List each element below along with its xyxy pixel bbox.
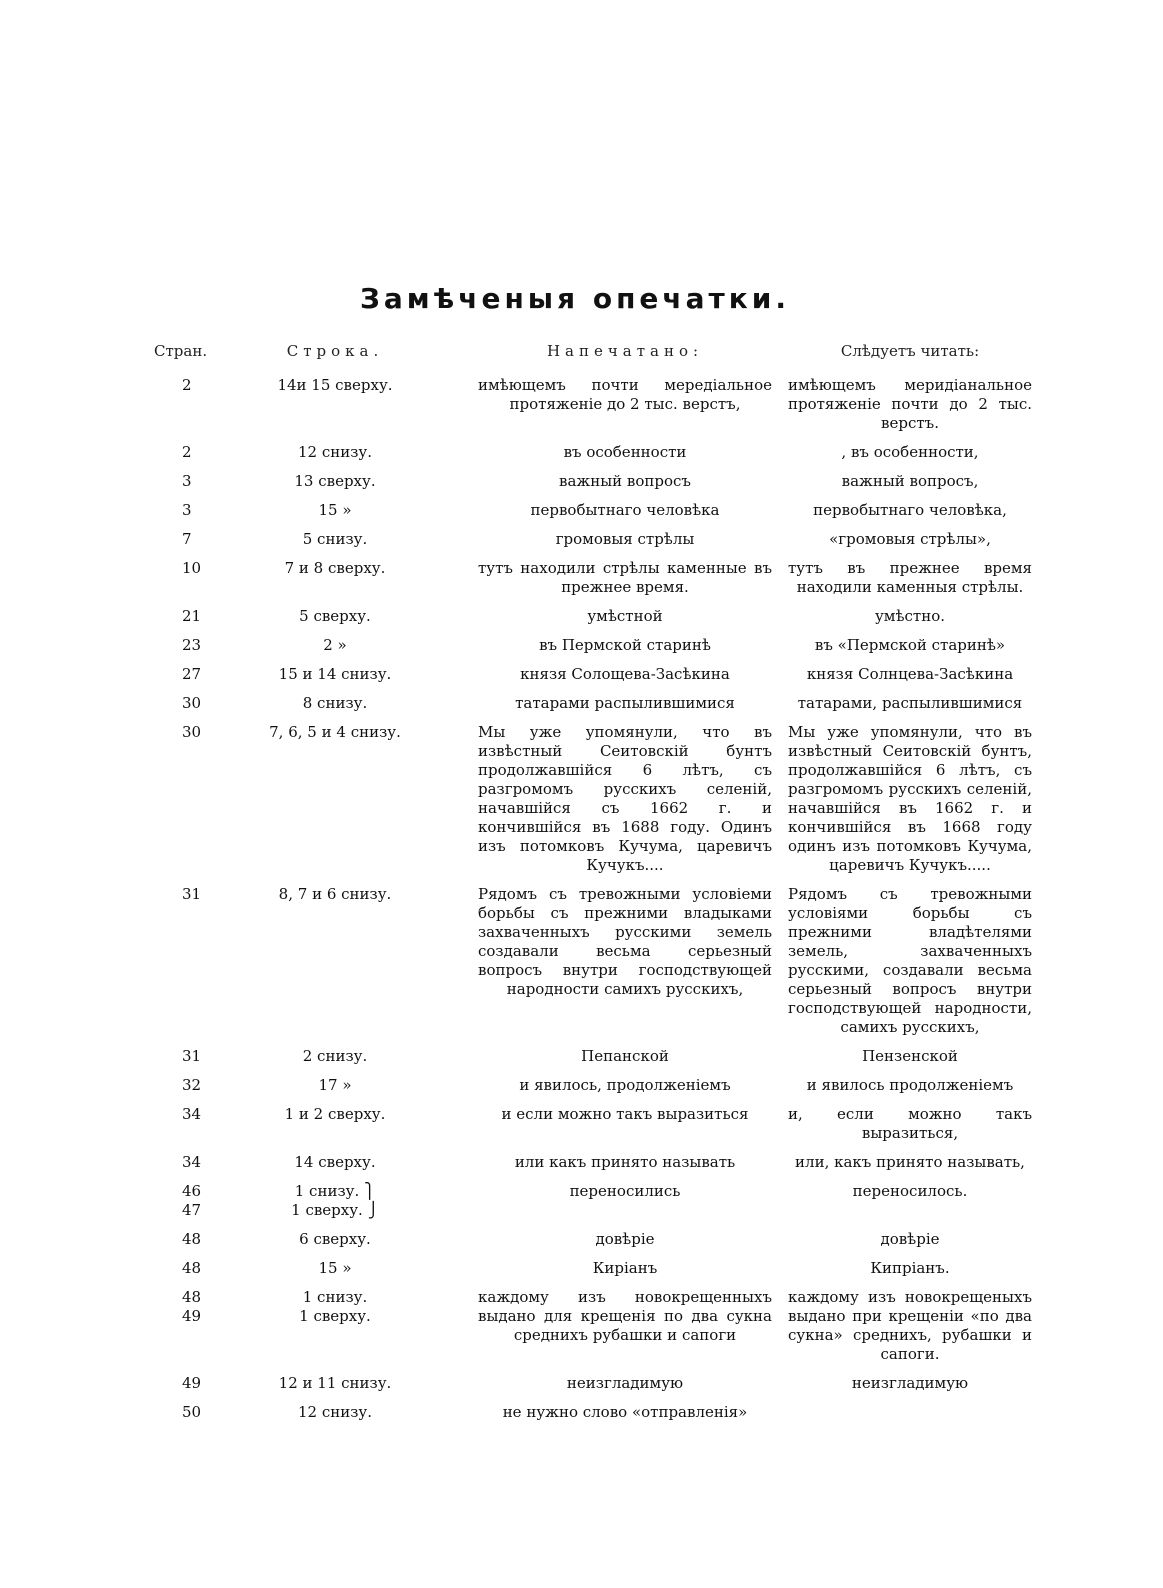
row-printed: переносились	[569, 1182, 681, 1200]
header-line: Строка.	[286, 342, 384, 360]
row-page: 50	[182, 1403, 202, 1421]
row-read: въ «Пермской старинѣ»	[814, 636, 1006, 654]
row-line: 12 снизу.	[297, 443, 373, 461]
row-read: тутъ въ прежнее время находили каменныя стрѣлы.	[788, 559, 1032, 596]
errata-table	[140, 342, 1032, 1432]
row-read: имѣющемъ меридіанальное протяженіе почти до 2 тыс. верстъ.	[788, 376, 1032, 432]
row-printed: татарами распылившимися	[515, 694, 735, 712]
row-page: 34	[182, 1153, 202, 1171]
row-line: 1 и 2 сверху.	[284, 1105, 386, 1123]
row-read: Рядомъ съ тревожными условіями борьбы съ прежними владѣтелями земель, захваченныхъ русскими, создавали весьма серьезный вопросъ внутри господствующей народности, самихъ русскихъ,	[788, 885, 1032, 1036]
row-line: 17 »	[318, 1076, 352, 1094]
row-line: 5 сверху.	[299, 607, 371, 625]
row-read: и, если можно такъ выразиться,	[788, 1105, 1032, 1142]
table-row	[140, 1047, 1020, 1066]
row-read: и явилось продолженіемъ	[806, 1076, 1014, 1094]
row-page: 23	[182, 636, 202, 654]
row-page: 31	[182, 1047, 202, 1065]
table-row	[140, 472, 1020, 491]
row-printed: первобытнаго человѣка	[530, 501, 720, 519]
row-printed: князя Солощева-Засѣкина	[520, 665, 730, 683]
table-row	[140, 376, 1032, 433]
row-line: 15 и 14 снизу.	[278, 665, 392, 683]
row-page: 21	[182, 607, 202, 625]
row-line: 6 сверху.	[299, 1230, 371, 1248]
row-read: или, какъ принято называть,	[795, 1153, 1025, 1171]
row-printed: Мы уже упомянули, что въ извѣстный Сеитовскій бунтъ продолжавшійся 6 лѣтъ, съ разгромомъ русскихъ селеній, начавшійся съ 1662 г. и кончившійся въ 1688 году. Одинъ изъ потомковъ Кучума, царевичъ Кучукъ....	[478, 723, 772, 874]
row-read: переносилось.	[852, 1182, 968, 1200]
row-page: 48	[182, 1230, 202, 1248]
row-page: 34	[182, 1105, 202, 1123]
table-row	[140, 1105, 1032, 1143]
table-row	[140, 607, 1020, 626]
table-row	[140, 1259, 1020, 1278]
row-printed: каждому изъ новокрещенныхъ выдано для крещенія по два сукна среднихъ рубашки и сапоги	[478, 1288, 772, 1344]
table-row	[140, 1403, 1020, 1422]
table-row	[140, 885, 1032, 1037]
table-row	[140, 1230, 1020, 1249]
row-printed: умѣстной	[587, 607, 663, 625]
row-line: 12 и 11 снизу.	[278, 1374, 392, 1392]
row-read: татарами, распылившимися	[797, 694, 1023, 712]
row-line: 14и 15 сверху.	[277, 376, 393, 394]
row-read: Пензенской	[862, 1047, 958, 1065]
row-line: 15 »	[318, 1259, 352, 1277]
header-page: Стран.	[154, 342, 208, 360]
row-read	[780, 1403, 1040, 1422]
row-printed: громовыя стрѣлы	[555, 530, 695, 548]
row-read: довѣріе	[880, 1230, 940, 1248]
row-page: 30	[182, 723, 202, 741]
row-printed: Рядомъ съ тревожными условіеми борьбы съ прежними владыками захваченныхъ русскими земель создавали весьма серьезный вопросъ внутри господствующей народности самихъ русскихъ,	[478, 885, 772, 998]
row-read: первобытнаго человѣка,	[813, 501, 1007, 519]
row-printed: имѣющемъ почти мередіальное протяженіе до 2 тыс. верстъ,	[478, 376, 772, 413]
row-page: 3	[182, 472, 192, 490]
row-printed: и если можно такъ выразиться	[501, 1105, 749, 1123]
row-printed: не нужно слово «отправленія»	[502, 1403, 748, 1421]
row-read: князя Солнцева-Засѣкина	[806, 665, 1014, 683]
row-printed: и явилось, продолженіемъ	[519, 1076, 731, 1094]
row-printed: довѣріе	[595, 1230, 655, 1248]
table-row	[140, 559, 1032, 597]
row-page: 30	[182, 694, 202, 712]
row-printed: неизгладимую	[566, 1374, 684, 1392]
row-page: 7	[182, 530, 192, 548]
row-line: 1 снизу. ⎫ 1 сверху. ⎭	[291, 1182, 379, 1219]
row-read: каждому изъ новокрещеныхъ выдано при крещеніи «по два сукна» среднихъ, рубашки и сапоги.	[788, 1288, 1032, 1363]
row-page: 32	[182, 1076, 202, 1094]
page-title: Замѣченыя опечатки.	[359, 282, 791, 315]
row-printed: или какъ принято называть	[514, 1153, 736, 1171]
row-line: 15 »	[318, 501, 352, 519]
row-line: 5 снизу.	[302, 530, 368, 548]
table-row	[140, 1288, 1032, 1364]
table-row	[140, 1374, 1020, 1393]
row-read: «громовыя стрѣлы»,	[829, 530, 991, 548]
row-line: 2 снизу.	[302, 1047, 368, 1065]
row-read: важный вопросъ,	[841, 472, 979, 490]
header-printed: Напечатано:	[546, 342, 704, 360]
row-line: 8, 7 и 6 снизу.	[278, 885, 392, 903]
row-page: 10	[182, 559, 202, 577]
row-line: 13 сверху.	[294, 472, 376, 490]
row-read: Мы уже упомянули, что въ извѣстный Сеитовскій бунтъ, продолжавшійся 6 лѣтъ, съ разгромомъ русскихъ селеній, начавшійся въ 1662 г. и кончившійся въ 1668 году одинъ изъ потомковъ Кучума, царевичъ Кучукъ.....	[788, 723, 1032, 874]
row-page: 48	[182, 1259, 202, 1277]
row-line: 7, 6, 5 и 4 снизу.	[269, 723, 401, 741]
table-header	[140, 342, 1020, 376]
row-page: 27	[182, 665, 202, 683]
table-row	[140, 694, 1023, 713]
row-line: 8 снизу.	[302, 694, 368, 712]
row-line: 7 и 8 сверху.	[284, 559, 386, 577]
table-row	[140, 1153, 1025, 1172]
table-row	[140, 443, 1020, 462]
table-row	[140, 530, 1020, 549]
row-page: 2	[182, 443, 192, 461]
table-row	[140, 636, 1020, 655]
row-printed: тутъ находили стрѣлы каменные въ прежнее время.	[478, 559, 772, 596]
row-line: 12 снизу.	[297, 1403, 373, 1421]
table-row	[140, 665, 1020, 684]
row-read: , въ особенности,	[841, 443, 979, 461]
row-printed: Киріанъ	[592, 1259, 658, 1277]
row-page: 46 47	[182, 1182, 202, 1219]
row-printed: въ Пермской старинѣ	[539, 636, 711, 654]
row-line: 1 снизу. 1 сверху.	[299, 1288, 371, 1325]
row-printed: важный вопросъ	[559, 472, 691, 490]
row-page: 48 49	[182, 1288, 202, 1325]
row-page: 49	[182, 1374, 202, 1392]
table-row	[140, 723, 1032, 875]
row-read: Кипріанъ.	[870, 1259, 950, 1277]
row-page: 31	[182, 885, 202, 903]
row-line: 14 сверху.	[294, 1153, 376, 1171]
header-read: Слѣдуетъ читать:	[840, 342, 980, 360]
table-row	[140, 501, 1020, 520]
table-body	[140, 376, 1032, 1422]
table-row	[140, 1182, 1020, 1220]
row-page: 2	[182, 376, 192, 394]
row-line: 2 »	[323, 636, 347, 654]
table-row	[140, 1076, 1020, 1095]
row-printed: Пепанской	[581, 1047, 669, 1065]
row-page: 3	[182, 501, 192, 519]
row-read: неизгладимую	[851, 1374, 969, 1392]
row-printed: въ особенности	[563, 443, 687, 461]
row-read: умѣстно.	[874, 607, 946, 625]
